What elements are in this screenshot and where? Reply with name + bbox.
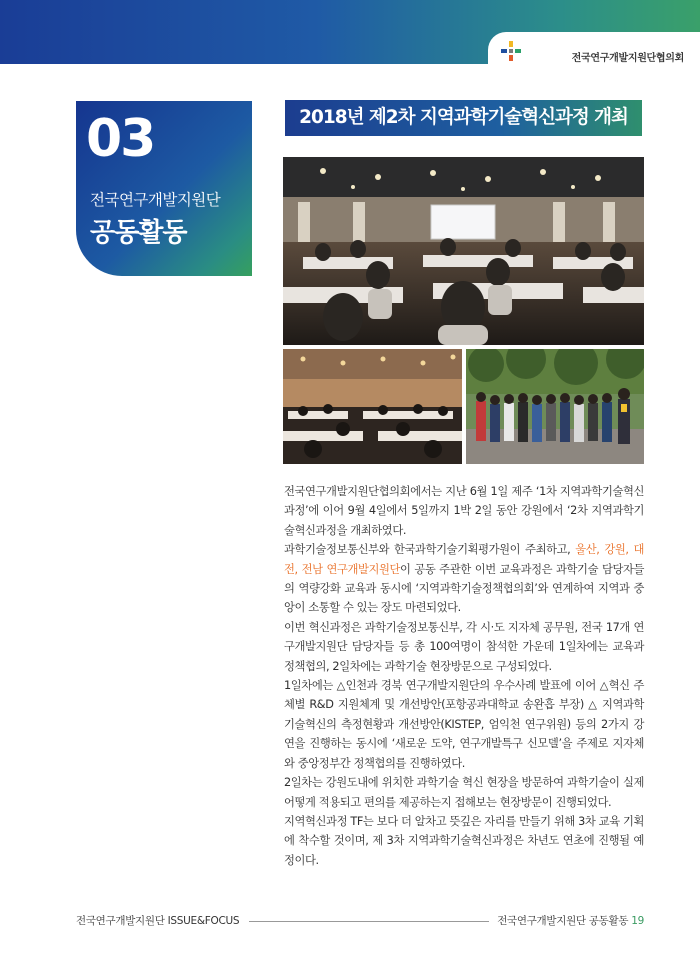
paragraph-text: 과학기술정보통신부와 한국과학기술기획평가원이 주최하고, (284, 543, 576, 557)
article-paragraph (284, 812, 644, 870)
page-number: 19 (631, 915, 644, 927)
paragraph-text: 2일차는 강원도내에 위치한 과학기술 혁신 현장을 방문하여 과학기술이 실제 어떻게 적용되고 편의를 제공하는지 접해보는 현장방문이 진행되었다. (284, 776, 644, 809)
article-paragraph (284, 482, 644, 540)
org-logo-icon (500, 40, 522, 62)
paragraph-text: 전국연구개발지원단협의회에서는 지난 6월 1일 제주 ‘1차 지역과학기술혁신과정’에 이어 9월 4일에서 5일까지 1박 2일 동안 강원에서 ‘2차 지역과학기술혁신과정을 개최하였다. (284, 485, 644, 537)
page-footer (76, 913, 644, 931)
section-badge (76, 101, 252, 276)
org-name: 전국연구개발지원단협의회 (571, 53, 684, 64)
article-paragraph (284, 618, 644, 676)
paragraph-text: 이 공동 주관한 이번 교육과정은 과학기술 담당자들의 역량강화 교육과 동시에 ‘지역과학기술정책협의회’와 연계하여 지역과 중앙이 소통할 수 있는 장도 마련되었다. (284, 562, 644, 615)
paragraph-text: 지역혁신과정 TF는 보다 더 알차고 뜻깊은 자리를 만들기 위해 3차 교육 기획에 착수할 것이며, 제 3차 지역과학기술혁신과정은 차년도 연초에 진행될 예정이다. (284, 814, 644, 867)
article-title: 2018년 제2차 지역과학기술혁신과정 개최 (285, 100, 642, 136)
highlighted-text: 울산, 강원, 대전, 전남 연구개발지원단 (284, 543, 644, 576)
footer-section-label: 전국연구개발지원단 공동활동 (497, 915, 629, 927)
section-subtitle: 전국연구개발지원단 (90, 191, 221, 209)
article-body (284, 482, 644, 870)
conference-hall-photo (283, 157, 644, 345)
section-title: 공동활동 (90, 218, 187, 248)
article-paragraph (284, 676, 644, 773)
footer-section (497, 913, 644, 928)
site-visit-photo (466, 349, 644, 464)
seminar-room-photo (283, 349, 462, 464)
article-paragraph (284, 540, 644, 618)
section-number: 03 (86, 109, 155, 169)
article-paragraph (284, 773, 644, 812)
paragraph-text: 1일차에는 △인천과 경북 연구개발지원단의 우수사례 발표에 이어 △혁신 주체별 R&D 지원체계 및 개선방안(포항공과대학교 송완흡 부장) △ 지역과학기술혁신의 측정현황과 개선방안(KISTEP, 엄익천 연구위원) 등의 2가지 강연을 진행하는 동시에 ‘새로운 도약, 연구개발특구 신모델’을 주제로 지자체와 중앙정부간 정책협의를 진행하였다. (284, 679, 644, 770)
footer-divider (249, 921, 489, 922)
footer-publication: 전국연구개발지원단 ISSUE&FOCUS (76, 915, 240, 927)
paragraph-text: 이번 혁신과정은 과학기술정보통신부, 각 시·도 지자체 공무원, 전국 17개 연구개발지원단 담당자들 등 총 100여명이 참석한 가운데 1일차에는 교육과 정책협의, 2일차에는 과학기술 현장방문으로 구성되었다. (284, 620, 644, 673)
